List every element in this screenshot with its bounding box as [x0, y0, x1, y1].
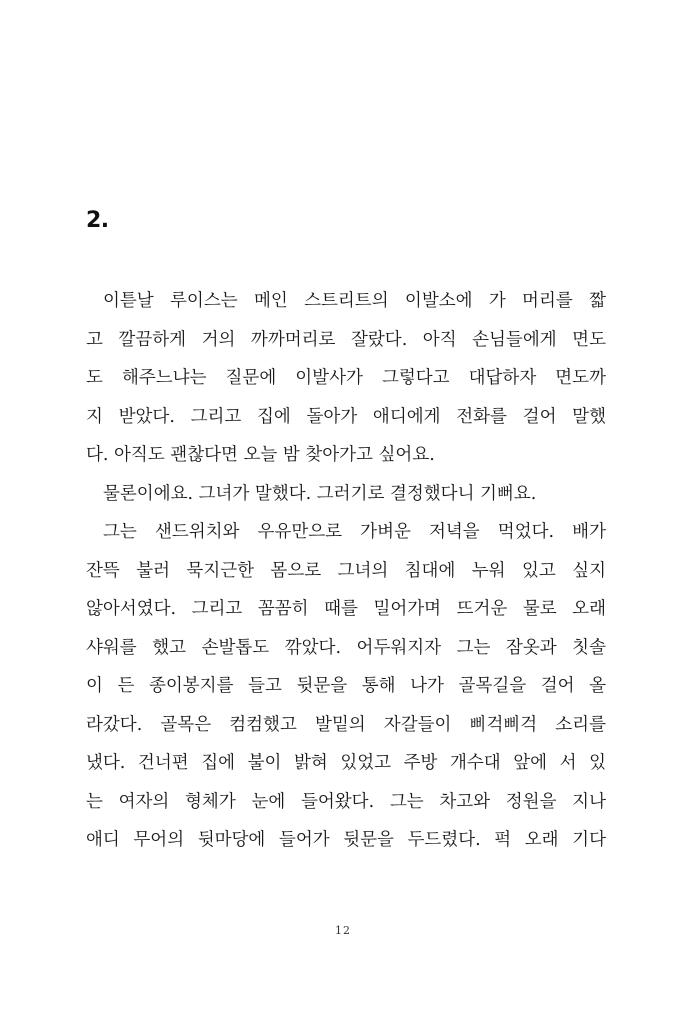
text-line: 잔뜩 불러 묵지근한 몸으로 그녀의 침대에 누워 있고 싶지	[86, 560, 606, 581]
chapter-number: 2.	[86, 208, 109, 233]
text-line: 다. 아직도 괜찮다면 오늘 밤 찾아가고 싶어요.	[86, 445, 435, 465]
text-line: 지 받았다. 그리고 집에 돌아가 애디에게 전화를 걸어 말했	[86, 406, 606, 427]
text-line: 이튿날 루이스는 메인 스트리트의 이발소에 가 머리를 짧	[103, 291, 606, 311]
text-line: 이 든 종이봉지를 들고 뒷문을 통해 나가 골목길을 걸어 올	[86, 676, 606, 696]
page-number: 12	[335, 924, 351, 937]
text-line: 그는 샌드위치와 우유만으로 가벼운 저녁을 먹었다. 배가	[103, 522, 606, 542]
text-line: 라갔다. 골목은 컴컴했고 발밑의 자갈들이 삐걱삐걱 소리를	[86, 714, 606, 735]
body-text	[86, 282, 606, 860]
text-line: 고 깔끔하게 거의 까까머리로 잘랐다. 아직 손님들에게 면도	[86, 329, 606, 350]
text-line: 않아서였다. 그리고 꼼꼼히 때를 밀어가며 뜨거운 물로 오래	[86, 599, 606, 619]
text-line: 샤워를 했고 손발톱도 깎았다. 어두워지자 그는 잠옷과 칫솔	[86, 637, 606, 658]
text-line: 는 여자의 형체가 눈에 들어왔다. 그는 차고와 정원을 지나	[86, 791, 606, 812]
text-line: 애디 무어의 뒷마당에 들어가 뒷문을 두드렸다. 퍽 오래 기다	[86, 830, 606, 850]
text-line: 냈다. 건너편 집에 불이 밝혀 있었고 주방 개수대 앞에 서 있	[86, 753, 606, 773]
text-line: 물론이에요. 그녀가 말했다. 그러기로 결정했다니 기뻐요.	[103, 483, 537, 504]
text-line: 도 해주느냐는 질문에 이발사가 그렇다고 대답하자 면도까	[86, 368, 606, 388]
